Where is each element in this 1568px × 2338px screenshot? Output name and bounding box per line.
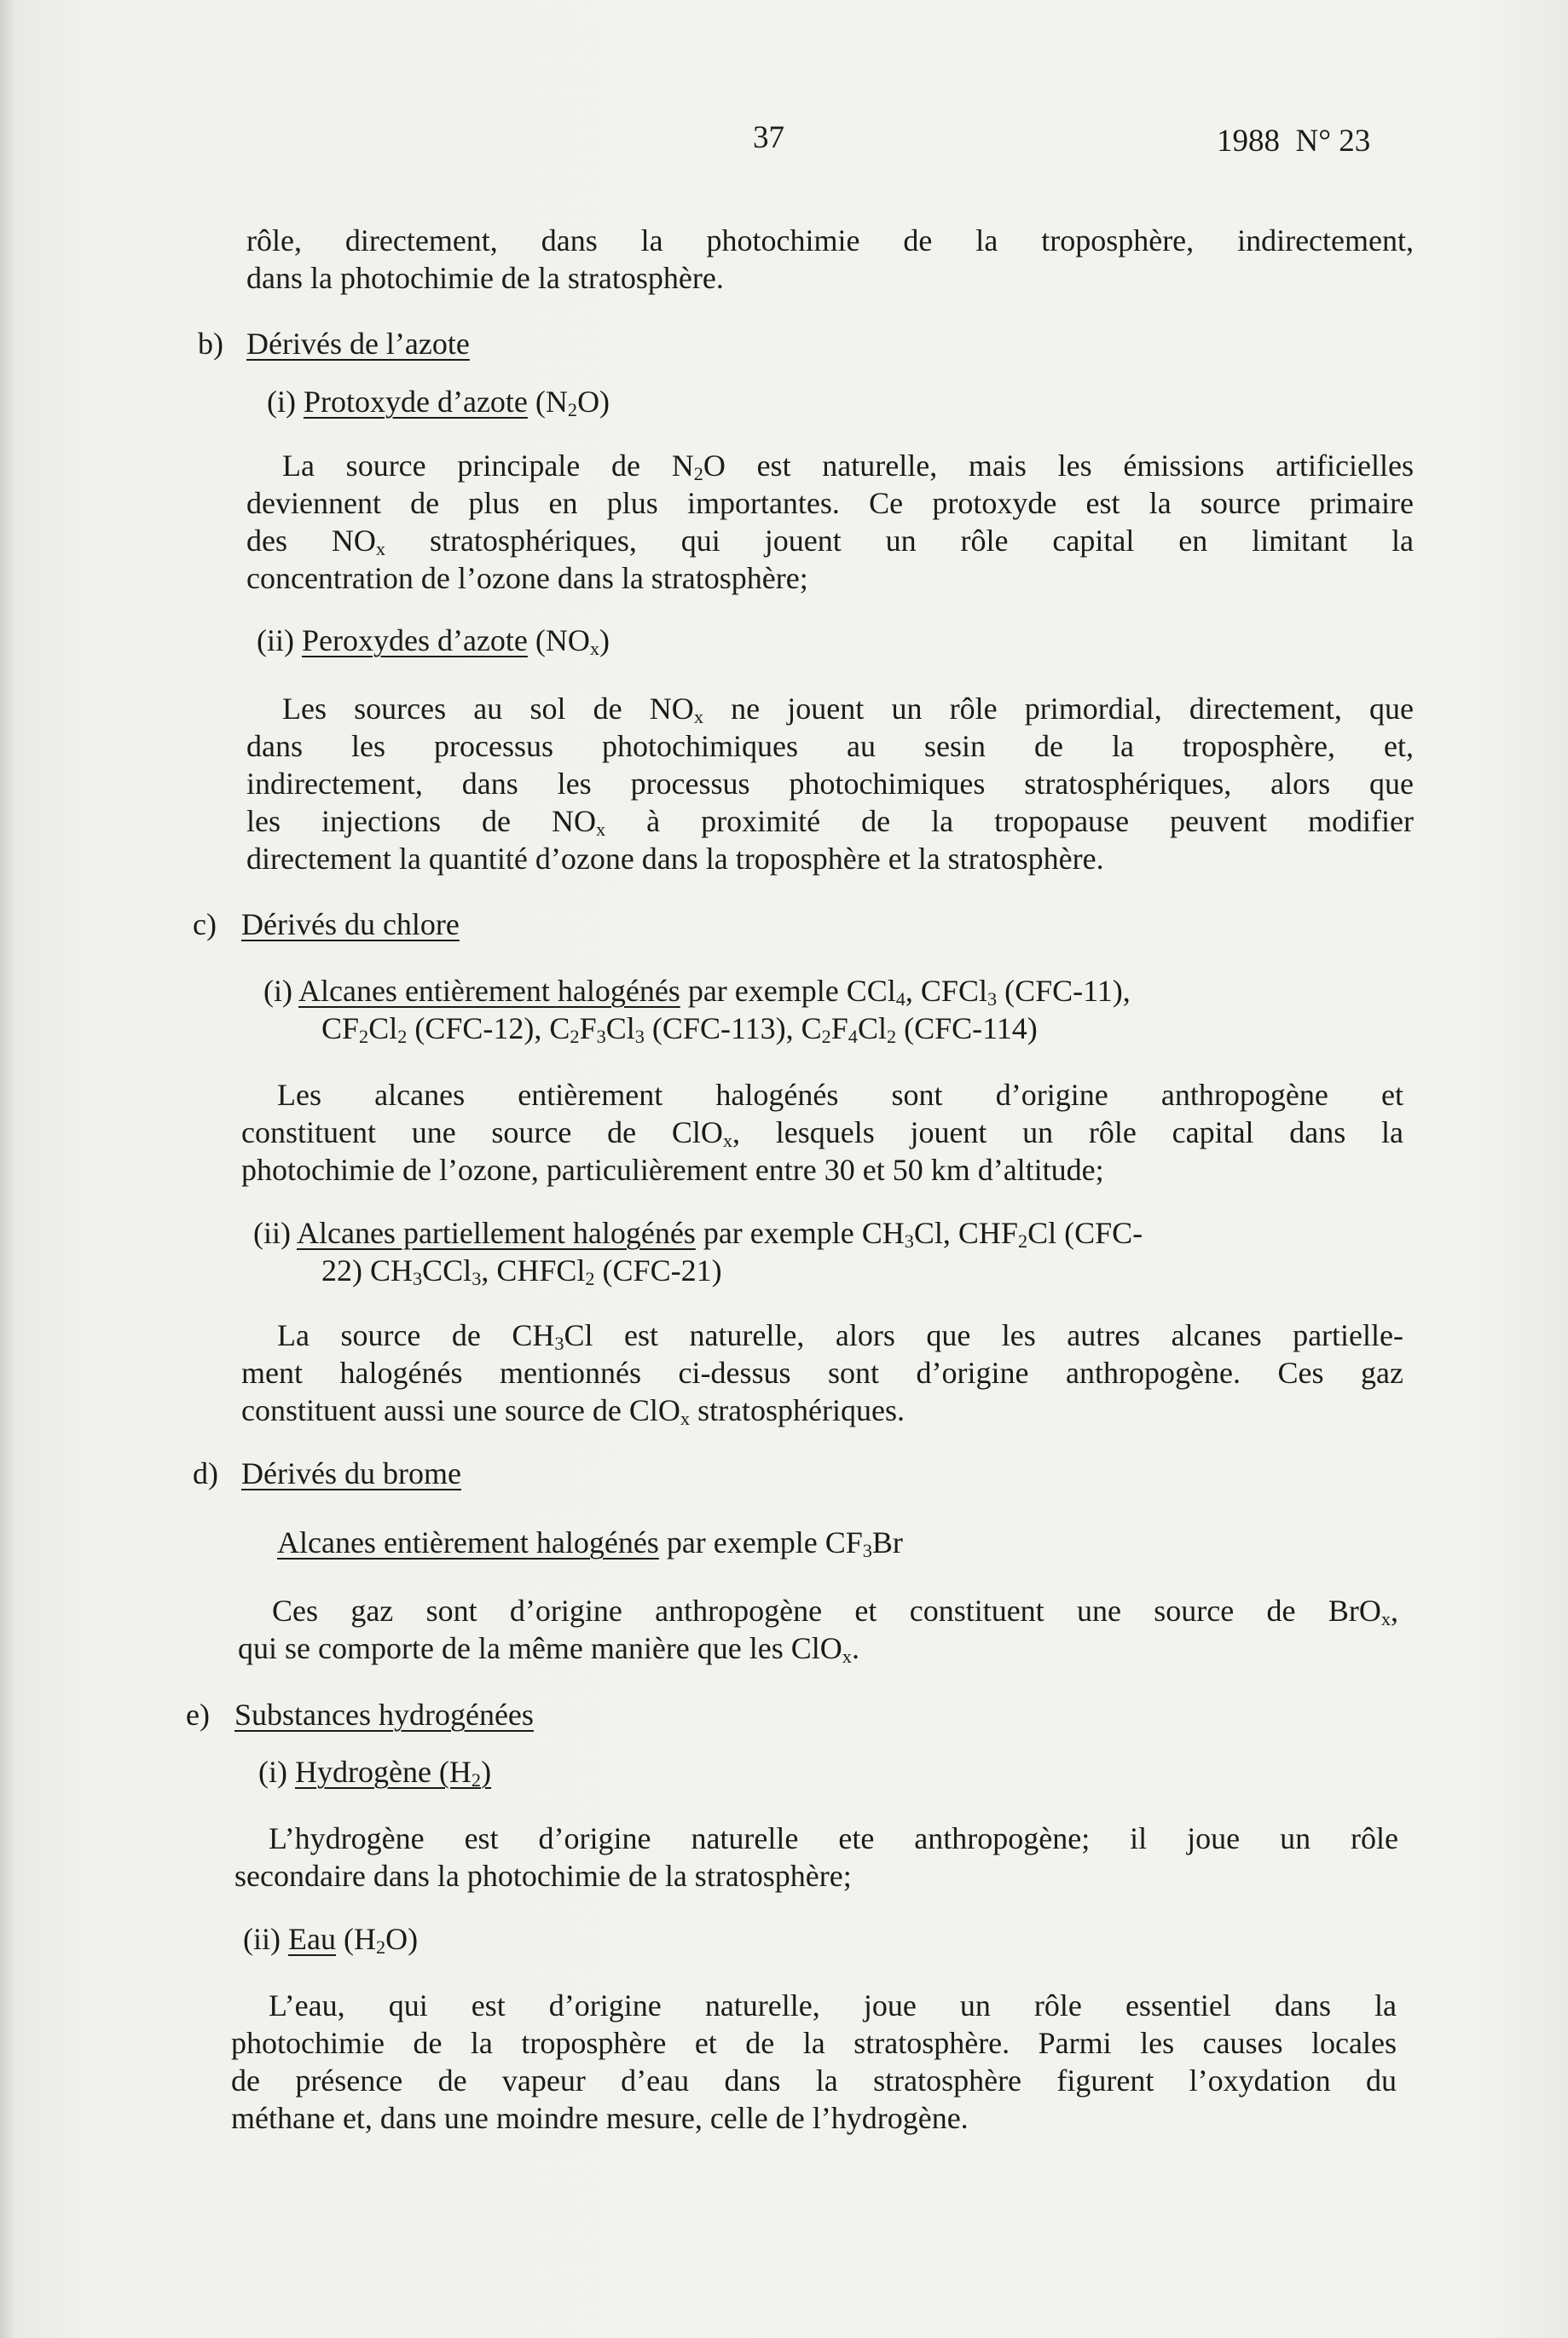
paragraph-line: directement la quantité d’ozone dans la troposphère et la stratosphère. xyxy=(246,842,1104,876)
formula-line: $CF_2Cl_2$ (CFC-12), $C_2F_3Cl_3$ (CFC-113), $C_2F_4Cl_2$ (CFC-114) xyxy=(321,1011,1038,1047)
section-marker: e) xyxy=(186,1698,210,1732)
paragraph-line: rôle, directement, dans la photochimie de la troposphère, indirectement, xyxy=(246,223,1414,258)
formula: par exemple $CF_3Br$ xyxy=(658,1525,903,1561)
paragraph-line: L’hydrogène est d’origine naturelle ete anthropogène; il joue un rôle xyxy=(269,1821,1398,1855)
paragraph-line: Les sources au sol de $NO_x$ ne jouent un rôle primordial, directement, que xyxy=(282,692,1414,727)
subsection-heading xyxy=(253,1216,1143,1250)
subsection-marker: (i) xyxy=(263,974,292,1008)
paragraph-line: les injections de $NO_x$ à proximité de la tropopause peuvent modifier xyxy=(246,804,1414,840)
section-heading: Dérivés du chlore xyxy=(241,907,460,941)
paragraph-line: photochimie de l’ozone, particulièrement entre 30 et 50 km d’altitude; xyxy=(241,1153,1104,1187)
paragraph-line: des $NO_x$ stratosphériques, qui jouent un rôle capital en limitant la xyxy=(246,524,1414,559)
subsection-heading xyxy=(243,1922,418,1956)
formula-line: 22) $CH_3CCl_3$, CHFCl$_2$ (CFC-21) xyxy=(321,1253,722,1289)
paragraph-line: La source de $CH_3Cl$ est naturelle, alors que les autres alcanes partielle- xyxy=(277,1318,1403,1354)
paragraph-line: L’eau, qui est d’origine naturelle, joue un rôle essentiel dans la xyxy=(269,1988,1397,2023)
paragraph-line: dans les processus photochimiques au sesin de la troposphère, et, xyxy=(246,729,1414,763)
subsection-title: Hydrogène $(H_2)$ xyxy=(294,1755,492,1791)
subsection-marker: (ii) xyxy=(243,1922,281,1956)
subsection-title: Protoxyde d’azote xyxy=(303,385,528,419)
formula: $(NO_x)$ xyxy=(535,623,610,659)
subsection-heading xyxy=(263,974,1131,1008)
subsection-title: Alcanes partiellement halogénés xyxy=(297,1216,696,1250)
formula: $(N_2O)$ xyxy=(535,385,610,420)
paragraph-line: concentration de l’ozone dans la stratosphère; xyxy=(246,561,808,595)
paragraph-line: qui se comporte de la même manière que les ClO$_x$. xyxy=(238,1631,859,1667)
formula: par exemple CCl$_4$, CFCl$_3$ (CFC-11), xyxy=(680,974,1131,1010)
section-heading: Substances hydrogénées xyxy=(234,1698,534,1732)
paragraph-line: secondaire dans la photochimie de la stratosphère; xyxy=(234,1859,852,1893)
subsection-marker: (ii) xyxy=(257,623,294,657)
paragraph-line: deviennent de plus en plus importantes. Ce protoxyde est la source primaire xyxy=(246,486,1414,520)
paragraph-line: de présence de vapeur d’eau dans la stratosphère figurent l’oxydation du xyxy=(231,2063,1397,2098)
subsection-heading xyxy=(258,1755,491,1789)
paragraph-line: Les alcanes entièrement halogénés sont d’origine anthropogène et xyxy=(277,1078,1403,1112)
section-marker: b) xyxy=(198,327,223,361)
paragraph-line: La source principale de $N_2O$ est naturelle, mais les émissions artificielles xyxy=(282,449,1414,484)
subsection-heading xyxy=(257,623,610,657)
subsection-heading xyxy=(277,1525,903,1560)
subsection-marker: (i) xyxy=(258,1755,287,1789)
section-marker: d) xyxy=(193,1456,218,1490)
subsection-marker: (i) xyxy=(267,385,296,419)
paragraph-line: constituent une source de ClO$_x$, lesquels jouent un rôle capital dans la xyxy=(241,1115,1403,1151)
section-heading: Dérivés de l’azote xyxy=(246,327,470,361)
paragraph-line: dans la photochimie de la stratosphère. xyxy=(246,261,724,295)
section-heading: Dérivés du brome xyxy=(241,1456,461,1490)
subsection-title: Alcanes entièrement halogénés xyxy=(277,1525,659,1560)
subsection-title: Eau xyxy=(287,1922,336,1956)
paragraph-line: ment halogénés mentionnés ci-dessus sont d’origine anthropogène. Ces gaz xyxy=(241,1356,1403,1390)
subsection-title: Peroxydes d’azote xyxy=(301,623,528,657)
paragraph-line: Ces gaz sont d’origine anthropogène et constituent une source de BrO$_x$, xyxy=(272,1594,1398,1629)
section-marker: c) xyxy=(193,907,217,941)
year-issue: 1988 N° 23 xyxy=(1217,124,1371,159)
subsection-title: Alcanes entièrement halogénés xyxy=(298,974,680,1008)
page-number: 37 xyxy=(753,120,784,155)
paragraph-line: méthane et, dans une moindre mesure, celle de l’hydrogène. xyxy=(231,2101,969,2135)
formula: $(H_2O)$ xyxy=(335,1922,419,1958)
subsection-heading xyxy=(267,385,610,419)
binding-gutter xyxy=(0,0,15,2338)
formula: par exemple $CH_3Cl$, $CHF_2Cl$ (CFC- xyxy=(695,1216,1143,1252)
paragraph-line: constituent aussi une source de ClO$_x$ stratosphériques. xyxy=(241,1393,906,1429)
paragraph-line: indirectement, dans les processus photochimiques stratosphériques, alors que xyxy=(246,767,1414,801)
paragraph-line: photochimie de la troposphère et de la stratosphère. Parmi les causes locales xyxy=(231,2026,1397,2060)
subsection-marker: (ii) xyxy=(253,1216,291,1250)
